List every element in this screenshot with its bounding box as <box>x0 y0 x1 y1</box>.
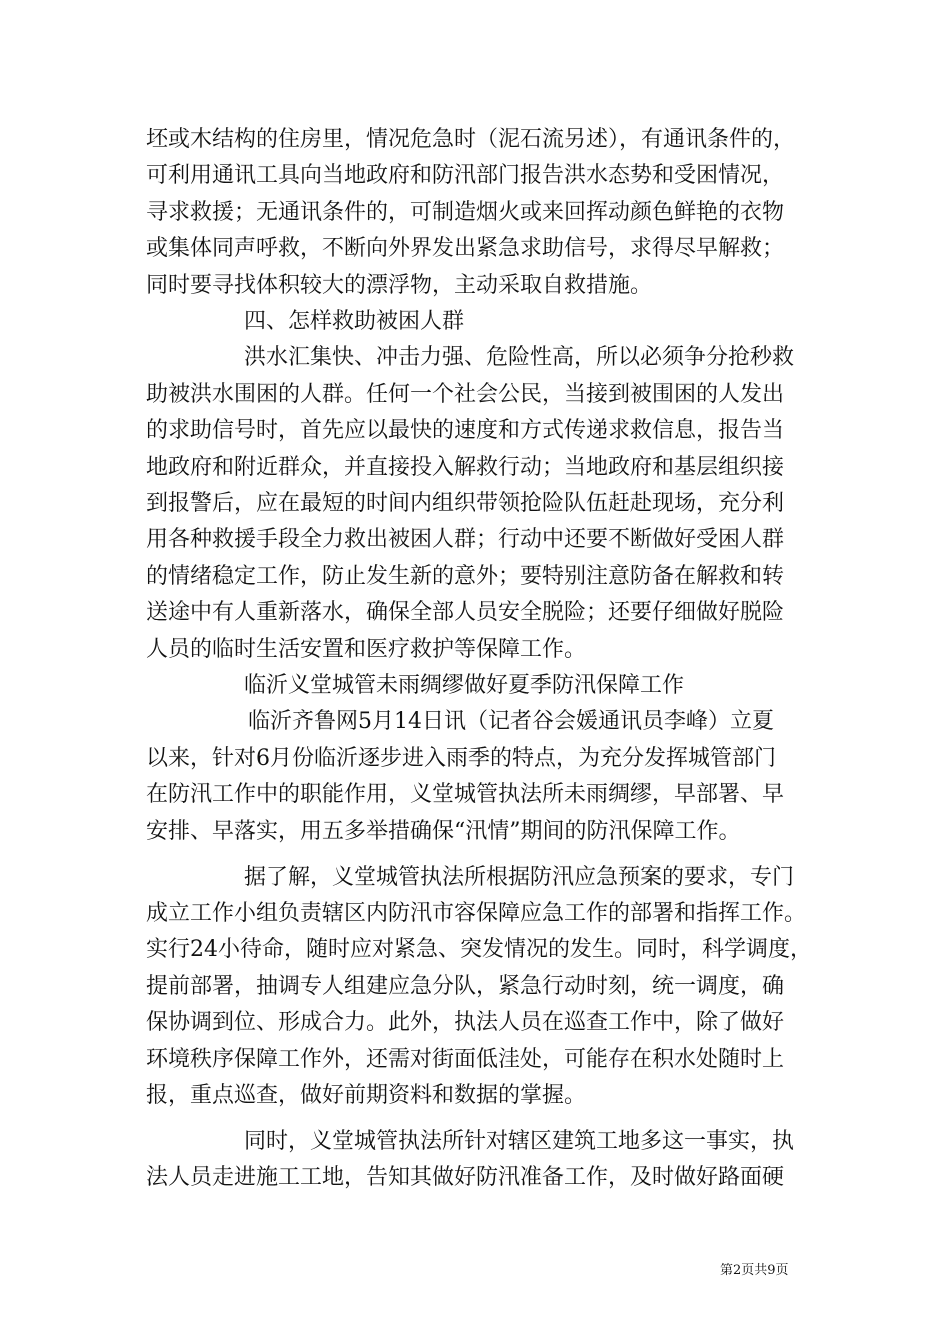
text-line: 保协调到位、形成合力。此外，执法人员在巡查工作中，除了做好 <box>146 1010 785 1035</box>
text-line: 提前部署，抽调专人组建应急分队，紧急行动时刻，统一调度，确 <box>146 974 785 999</box>
text-line: 助被洪水围困的人群。任何一个社会公民，当接到被围困的人发出 <box>146 382 785 407</box>
text-line: 临沂齐鲁网5月14日讯（记者谷会媛通讯员李峰）立夏 <box>248 709 774 734</box>
text-line: 寻求救援；无通讯条件的，可制造烟火或来回挥动颜色鲜艳的衣物 <box>146 200 785 225</box>
text-line: 地政府和附近群众，并直接投入解救行动；当地政府和基层组织接 <box>146 455 785 480</box>
text-line: 在防汛工作中的职能作用，义堂城管执法所未雨绸缪，早部署、早 <box>146 782 785 807</box>
text-line: 成立工作小组负责辖区内防汛市容保障应急工作的部署和指挥工作。 <box>146 901 807 926</box>
text-line: 人员的临时生活安置和医疗救护等保障工作。 <box>146 637 587 662</box>
page-number-footer: 第2页共9页 <box>720 1263 789 1278</box>
text-line: 报，重点巡查，做好前期资料和数据的掌握。 <box>146 1083 587 1108</box>
text-line: 洪水汇集快、冲击力强、危险性高，所以必须争分抢秒救 <box>244 345 795 370</box>
text-line: 坯或木结构的住房里，情况危急时（泥石流另述），有通讯条件的， <box>146 127 796 152</box>
text-line: 环境秩序保障工作外，还需对街面低洼处，可能存在积水处随时上 <box>146 1047 785 1072</box>
text-line: 的求助信号时，首先应以最快的速度和方式传递求救信息，报告当 <box>146 418 785 443</box>
text-line: 到报警后，应在最短的时间内组织带领抢险队伍赶赴现场，充分利 <box>146 491 785 516</box>
text-line: 可利用通讯工具向当地政府和防汛部门报告洪水态势和受困情况， <box>146 163 785 188</box>
section-heading: 四、怎样救助被困人群 <box>244 309 465 334</box>
text-line: 用各种救援手段全力救出被困人群；行动中还要不断做好受困人群 <box>146 527 785 552</box>
text-line: 同时，义堂城管执法所针对辖区建筑工地多这一事实，执 <box>244 1129 795 1154</box>
text-line: 或集体同声呼救，不断向外界发出紧急求助信号，求得尽早解救； <box>146 236 785 261</box>
text-line: 送途中有人重新落水，确保全部人员安全脱险；还要仔细做好脱险 <box>146 600 785 625</box>
text-line: 安排、早落实，用五多举措确保“汛情”期间的防汛保障工作。 <box>146 819 741 844</box>
text-line: 的情绪稳定工作，防止发生新的意外；要特别注意防备在解救和转 <box>146 564 785 589</box>
text-line: 法人员走进施工工地，告知其做好防汛准备工作，及时做好路面硬 <box>146 1165 785 1190</box>
text-line: 实行24小待命，随时应对紧急、突发情况的发生。同时，科学调度， <box>146 937 812 962</box>
text-line: 以来，针对6月份临沂逐步进入雨季的特点，为充分发挥城管部门 <box>146 746 776 771</box>
article-title: 临沂义堂城管未雨绸缪做好夏季防汛保障工作 <box>244 673 685 698</box>
text-line: 据了解，义堂城管执法所根据防汛应急预案的要求，专门 <box>244 865 795 890</box>
text-line: 同时要寻找体积较大的漂浮物，主动采取自救措施。 <box>146 273 653 298</box>
